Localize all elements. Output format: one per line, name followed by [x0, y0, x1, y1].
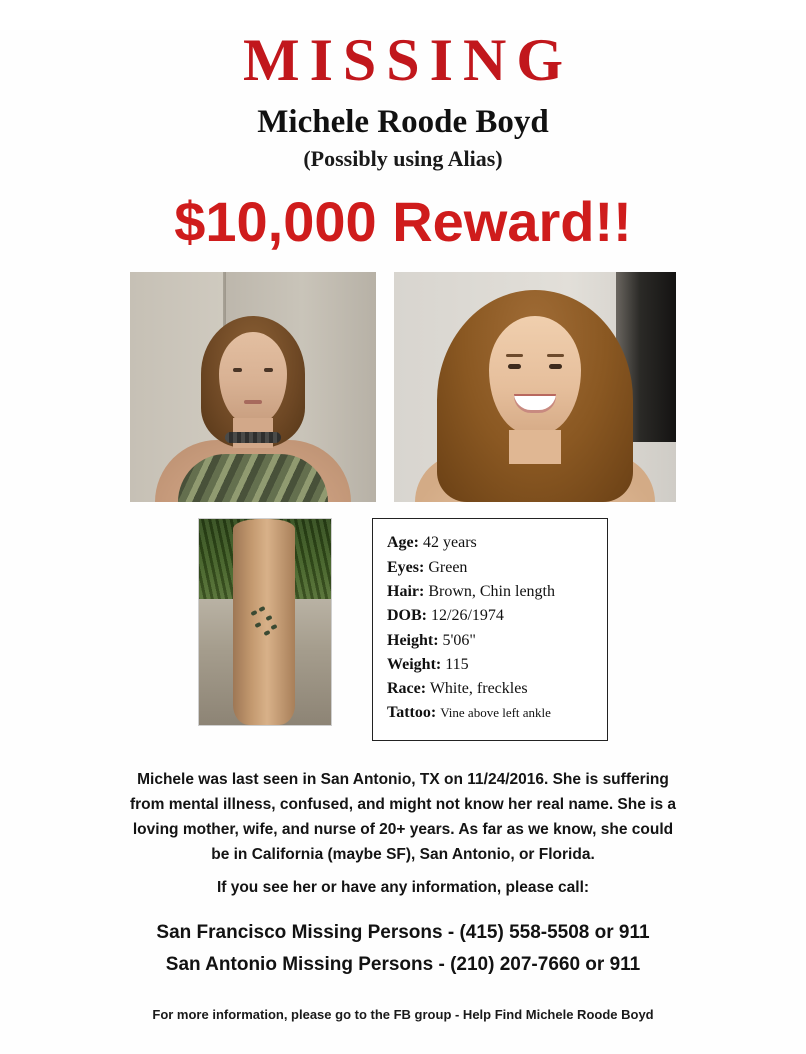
call-to-action: If you see her or have any information, please call:: [216, 879, 590, 897]
photo-row: [0, 272, 806, 502]
vine-tattoo: [251, 607, 281, 647]
eye-left: [233, 368, 242, 372]
eye-left: [508, 364, 521, 369]
photo-front-facing: [130, 272, 376, 502]
detail-label: Hair:: [387, 582, 425, 600]
footer-note: For more information, please go to the FB group - Help Find Michele Roode Boyd: [152, 1007, 654, 1023]
contact-san-antonio[interactable]: San Antonio Missing Persons - (210) 207-7660 or 911: [165, 954, 641, 976]
detail-value: 42 years: [422, 534, 477, 552]
alias-note: (Possibly using Alias): [303, 146, 503, 172]
scarf: [178, 454, 328, 502]
detail-label: Tattoo:: [387, 704, 437, 722]
narrative-line-1: Michele was last seen in San Antonio, TX on 11/24/2016. She is suffering: [137, 770, 669, 788]
narrative-text: [52, 767, 754, 867]
eye-right: [264, 368, 273, 372]
detail-label: Age:: [387, 534, 419, 552]
missing-person-poster: [0, 27, 806, 1054]
photo-ankle-tattoo: [198, 518, 332, 726]
detail-row-eyes: [387, 556, 593, 580]
detail-row-dob: [387, 604, 593, 628]
narrative-line-3: loving mother, wife, and nurse of 20+ years. As far as we know, she could: [132, 821, 674, 839]
face: [489, 316, 581, 434]
detail-value: 5'06": [442, 631, 476, 649]
detail-label: Weight:: [387, 655, 442, 673]
detail-value: White, freckles: [429, 680, 528, 698]
detail-row-age: [387, 531, 593, 555]
detail-value: Vine above left ankle: [440, 705, 551, 721]
neck: [509, 430, 561, 464]
choker-necklace: [225, 432, 281, 443]
face: [219, 332, 287, 424]
detail-value: Green: [428, 558, 468, 576]
detail-value: Brown, Chin length: [428, 582, 555, 600]
detail-row-race: [387, 677, 593, 701]
detail-value: 12/26/1974: [431, 607, 504, 625]
detail-row-weight: [387, 653, 593, 677]
contact-list: [0, 917, 806, 981]
tattoo-and-details-row: [0, 518, 806, 741]
detail-row-tattoo: [387, 701, 593, 725]
detail-label: Height:: [387, 631, 439, 649]
contact-san-francisco[interactable]: San Francisco Missing Persons - (415) 558-5508 or 911: [156, 922, 650, 944]
detail-label: Race:: [387, 680, 427, 698]
eyebrow-left: [506, 354, 523, 357]
physical-details-box: [372, 518, 608, 741]
narrative-line-2: from mental illness, confused, and might not know her real name. She is a: [129, 795, 677, 813]
mouth: [244, 400, 262, 404]
photo-smiling: [394, 272, 676, 502]
person-name: Michele Roode Boyd: [257, 104, 549, 140]
detail-row-hair: [387, 580, 593, 604]
eyebrow-right: [547, 354, 564, 357]
detail-label: Eyes:: [387, 558, 425, 576]
reward-amount: $10,000 Reward!!: [174, 190, 632, 254]
page-title: MISSING: [242, 27, 574, 93]
eye-right: [549, 364, 562, 369]
detail-label: DOB:: [387, 607, 427, 625]
detail-row-height: [387, 629, 593, 653]
detail-value: 115: [445, 655, 469, 673]
narrative-line-4: be in California (maybe SF), San Antonio, or Florida.: [211, 846, 595, 864]
